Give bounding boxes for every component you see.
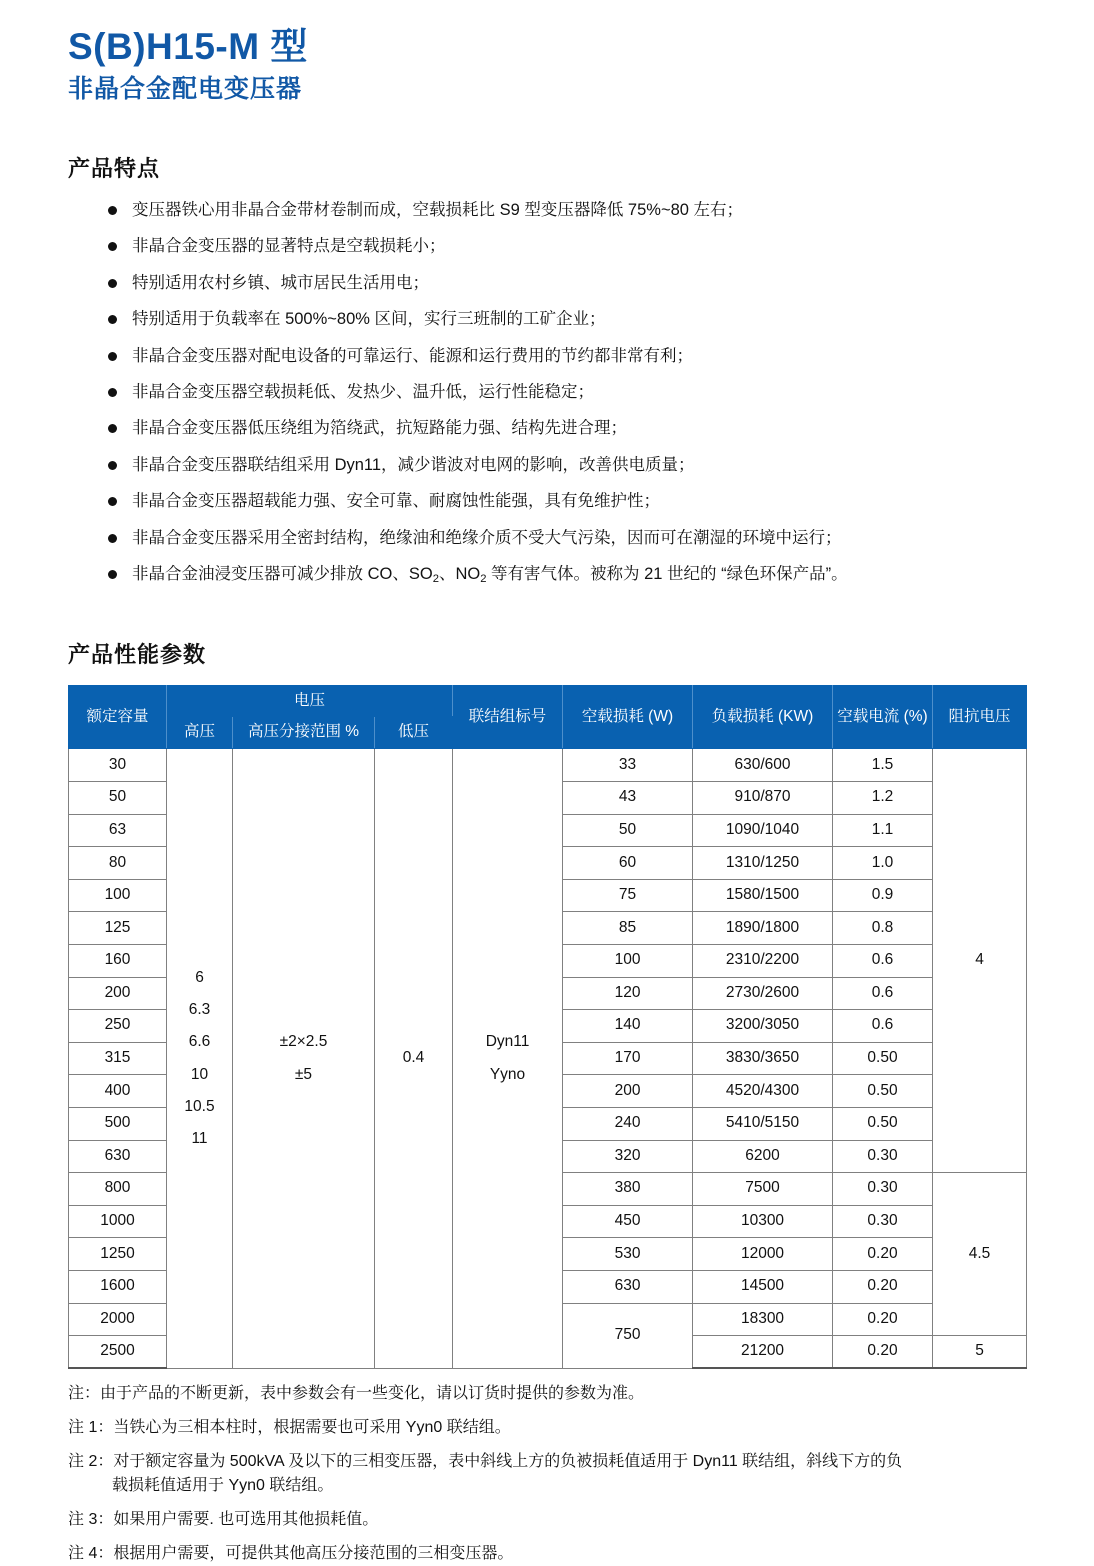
- note-text: 当铁心为三相本柱时，根据需要也可采用 Yyn0 联结组。: [113, 1419, 511, 1437]
- cell-load-loss: 21200: [693, 1336, 833, 1369]
- cell-impedance: 5: [933, 1336, 1027, 1369]
- cell-vector-group: Dyn11 Yyno: [453, 749, 563, 1368]
- cell-capacity: 400: [69, 1075, 167, 1108]
- feature-list: [68, 199, 1026, 588]
- cell-impedance: 4: [933, 749, 1027, 1173]
- feature-item: [108, 199, 1026, 223]
- cell-no-load-current: 1.2: [833, 782, 933, 815]
- cell-no-load-loss: 120: [563, 977, 693, 1010]
- cell-capacity: 500: [69, 1107, 167, 1140]
- cell-capacity: 1250: [69, 1238, 167, 1271]
- cell-capacity: 200: [69, 977, 167, 1010]
- cell-capacity: 63: [69, 814, 167, 847]
- bullet-icon: [108, 242, 117, 251]
- feature-item-label: 非晶合金变压器的显著特点是空载损耗小；: [132, 237, 446, 256]
- feature-item-label: 特别适用于负载率在 500%~80% 区间，实行三班制的工矿企业；: [132, 310, 606, 329]
- cell-no-load-loss: 43: [563, 782, 693, 815]
- cell-capacity: 2000: [69, 1303, 167, 1336]
- cell-no-load-current: 0.6: [833, 1010, 933, 1043]
- th-hv: 高压: [167, 717, 233, 749]
- cell-no-load-loss: 60: [563, 847, 693, 880]
- feature-item: [108, 563, 1026, 587]
- cell-no-load-current: 0.20: [833, 1336, 933, 1369]
- bullet-icon: [108, 315, 117, 324]
- title-block: [68, 0, 1026, 106]
- note-label: 注：: [68, 1385, 101, 1403]
- notes-block: [68, 1382, 1058, 1566]
- feature-item: [108, 527, 1026, 551]
- table-header-row-1: [69, 685, 1027, 717]
- cell-capacity: 30: [69, 749, 167, 782]
- cell-load-loss: 1310/1250: [693, 847, 833, 880]
- cell-no-load-current: 0.20: [833, 1303, 933, 1336]
- cell-no-load-loss: 140: [563, 1010, 693, 1043]
- note-item: [68, 1542, 1058, 1566]
- cell-capacity: 2500: [69, 1336, 167, 1369]
- cell-impedance: 4.5: [933, 1173, 1027, 1336]
- th-no-load-loss: 空载损耗 (W): [563, 685, 693, 749]
- cell-no-load-current: 1.1: [833, 814, 933, 847]
- cell-no-load-current: 0.50: [833, 1042, 933, 1075]
- cell-load-loss: 10300: [693, 1205, 833, 1238]
- note-label: 注 4：: [68, 1545, 114, 1563]
- cell-capacity: 315: [69, 1042, 167, 1075]
- feature-item: [108, 345, 1026, 369]
- th-voltage-group: 电压: [167, 685, 453, 717]
- cell-load-loss: 7500: [693, 1173, 833, 1206]
- feature-item-label: 非晶合金变压器超载能力强、安全可靠、耐腐蚀性能强，具有免维护性；: [132, 492, 660, 511]
- note-text: 根据用户需要，可提供其他高压分接范围的三相变压器。: [113, 1545, 514, 1563]
- cell-no-load-current: 0.30: [833, 1173, 933, 1206]
- cell-no-load-current: 0.6: [833, 977, 933, 1010]
- feature-item-label: 变压器铁心用非晶合金带材卷制而成，空载损耗比 S9 型变压器降低 75%~80 左右；: [132, 200, 744, 219]
- note-text: 如果用户需要. 也可选用其他损耗值。: [113, 1511, 379, 1529]
- bullet-icon: [108, 570, 117, 579]
- th-capacity: 额定容量: [69, 685, 167, 749]
- cell-load-loss: 2310/2200: [693, 944, 833, 977]
- note-item: [68, 1450, 1058, 1498]
- cell-load-loss: 910/870: [693, 782, 833, 815]
- cell-no-load-current: 0.50: [833, 1107, 933, 1140]
- cell-load-loss: 18300: [693, 1303, 833, 1336]
- features-heading: 产品特点: [68, 155, 161, 181]
- bullet-icon: [108, 424, 117, 433]
- cell-load-loss: 5410/5150: [693, 1107, 833, 1140]
- note-label: 注 3：: [68, 1511, 114, 1529]
- page-subtitle: 非晶合金配电变压器: [68, 75, 303, 104]
- th-load-loss: 负载损耗 (KW): [693, 685, 833, 749]
- cell-capacity: 100: [69, 879, 167, 912]
- table-row: [69, 749, 1027, 782]
- feature-item: [108, 417, 1026, 441]
- note-text: 对于额定容量为 500kVA 及以下的三相变压器，表中斜线上方的负被损耗值适用于 Dyn11 联结组，斜线下方的负: [113, 1453, 903, 1471]
- feature-item-label: 非晶合金变压器空载损耗低、发热少、温升低，运行性能稳定；: [132, 383, 594, 402]
- cell-load-loss: 1580/1500: [693, 879, 833, 912]
- cell-no-load-current: 1.5: [833, 749, 933, 782]
- cell-no-load-current: 0.8: [833, 912, 933, 945]
- th-lv: 低压: [375, 717, 453, 749]
- parameter-table: [68, 685, 1027, 1370]
- note-label: 注 2：: [68, 1453, 114, 1471]
- table-head: [69, 685, 1027, 749]
- cell-no-load-current: 0.20: [833, 1238, 933, 1271]
- cell-load-loss: 1090/1040: [693, 814, 833, 847]
- cell-no-load-loss: 75: [563, 879, 693, 912]
- cell-no-load-loss: 530: [563, 1238, 693, 1271]
- cell-load-loss: 1890/1800: [693, 912, 833, 945]
- note-label: 注 1：: [68, 1419, 114, 1437]
- cell-hv: 6 6.3 6.6 10 10.5 11: [167, 749, 233, 1368]
- cell-load-loss: 630/600: [693, 749, 833, 782]
- bullet-icon: [108, 206, 117, 215]
- cell-capacity: 800: [69, 1173, 167, 1206]
- note-item: [68, 1416, 1058, 1440]
- feature-item: [108, 308, 1026, 332]
- cell-no-load-current: 0.20: [833, 1270, 933, 1303]
- feature-item-label: 非晶合金油浸变压器可减少排放 CO、$SO_2$、$NO_2$ 等有害气体。被称为 21 世纪的 “绿色环保产品”。: [132, 565, 848, 586]
- feature-item: [108, 490, 1026, 514]
- cell-no-load-loss: 450: [563, 1205, 693, 1238]
- cell-load-loss: 3200/3050: [693, 1010, 833, 1043]
- cell-no-load-loss: 200: [563, 1075, 693, 1108]
- cell-no-load-loss: 85: [563, 912, 693, 945]
- cell-no-load-current: 0.30: [833, 1205, 933, 1238]
- cell-capacity: 125: [69, 912, 167, 945]
- cell-capacity: 1000: [69, 1205, 167, 1238]
- feature-item: [108, 272, 1026, 296]
- th-vector-group: 联结组标号: [453, 685, 563, 749]
- cell-capacity: 50: [69, 782, 167, 815]
- feature-item: [108, 381, 1026, 405]
- cell-no-load-current: 1.0: [833, 847, 933, 880]
- th-impedance: 阻抗电压: [933, 685, 1027, 749]
- cell-no-load-loss: 380: [563, 1173, 693, 1206]
- cell-capacity: 1600: [69, 1270, 167, 1303]
- note-item: [68, 1508, 1058, 1532]
- cell-no-load-loss: 240: [563, 1107, 693, 1140]
- cell-lv: 0.4: [375, 749, 453, 1368]
- cell-capacity: 630: [69, 1140, 167, 1173]
- feature-item-label: 非晶合金变压器联结组采用 Dyn11，减少谐波对电网的影响，改善供电质量；: [132, 455, 695, 474]
- cell-no-load-loss: 170: [563, 1042, 693, 1075]
- feature-item-label: 特别适用农村乡镇、城市居民生活用电；: [132, 273, 429, 292]
- cell-no-load-loss: 50: [563, 814, 693, 847]
- note-text: 由于产品的不断更新，表中参数会有一些变化，请以订货时提供的参数为准。: [100, 1385, 645, 1403]
- cell-tap-range: ±2×2.5 ±5: [233, 749, 375, 1368]
- th-tap-range: 高压分接范围 %: [233, 717, 375, 749]
- note-item: [68, 1382, 1058, 1406]
- feature-item-label: 非晶合金变压器低压绕组为箔绕武，抗短路能力强、结构先进合理；: [132, 419, 627, 438]
- cell-no-load-loss: 33: [563, 749, 693, 782]
- feature-item: [108, 235, 1026, 259]
- th-no-load-current: 空载电流 (%): [833, 685, 933, 749]
- note-text-continued: 载损耗值适用于 Yyn0 联结组。: [112, 1477, 334, 1495]
- bullet-icon: [108, 461, 117, 470]
- cell-capacity: 250: [69, 1010, 167, 1043]
- cell-load-loss: 2730/2600: [693, 977, 833, 1010]
- cell-no-load-loss: 100: [563, 944, 693, 977]
- bullet-icon: [108, 497, 117, 506]
- cell-load-loss: 14500: [693, 1270, 833, 1303]
- feature-item-label: 非晶合金变压器对配电设备的可靠运行、能源和运行费用的节约都非常有利；: [132, 346, 693, 365]
- bullet-icon: [108, 279, 117, 288]
- cell-load-loss: 12000: [693, 1238, 833, 1271]
- cell-no-load-loss: 630: [563, 1270, 693, 1303]
- table-body: [69, 749, 1027, 1368]
- params-heading: 产品性能参数: [68, 641, 207, 667]
- cell-load-loss: 6200: [693, 1140, 833, 1173]
- cell-no-load-loss: 320: [563, 1140, 693, 1173]
- cell-no-load-current: 0.9: [833, 879, 933, 912]
- bullet-icon: [108, 534, 117, 543]
- cell-capacity: 80: [69, 847, 167, 880]
- feature-item-label: 非晶合金变压器采用全密封结构，绝缘油和绝缘介质不受大气污染，因而可在潮湿的环境中运行；: [132, 528, 842, 547]
- cell-load-loss: 3830/3650: [693, 1042, 833, 1075]
- page-title: S(B)H15-M 型: [68, 26, 308, 67]
- cell-load-loss: 4520/4300: [693, 1075, 833, 1108]
- bullet-icon: [108, 352, 117, 361]
- cell-capacity: 160: [69, 944, 167, 977]
- cell-no-load-current: 0.30: [833, 1140, 933, 1173]
- cell-no-load-loss: 750: [563, 1303, 693, 1368]
- cell-no-load-current: 0.50: [833, 1075, 933, 1108]
- feature-item: [108, 454, 1026, 478]
- cell-no-load-current: 0.6: [833, 944, 933, 977]
- bullet-icon: [108, 388, 117, 397]
